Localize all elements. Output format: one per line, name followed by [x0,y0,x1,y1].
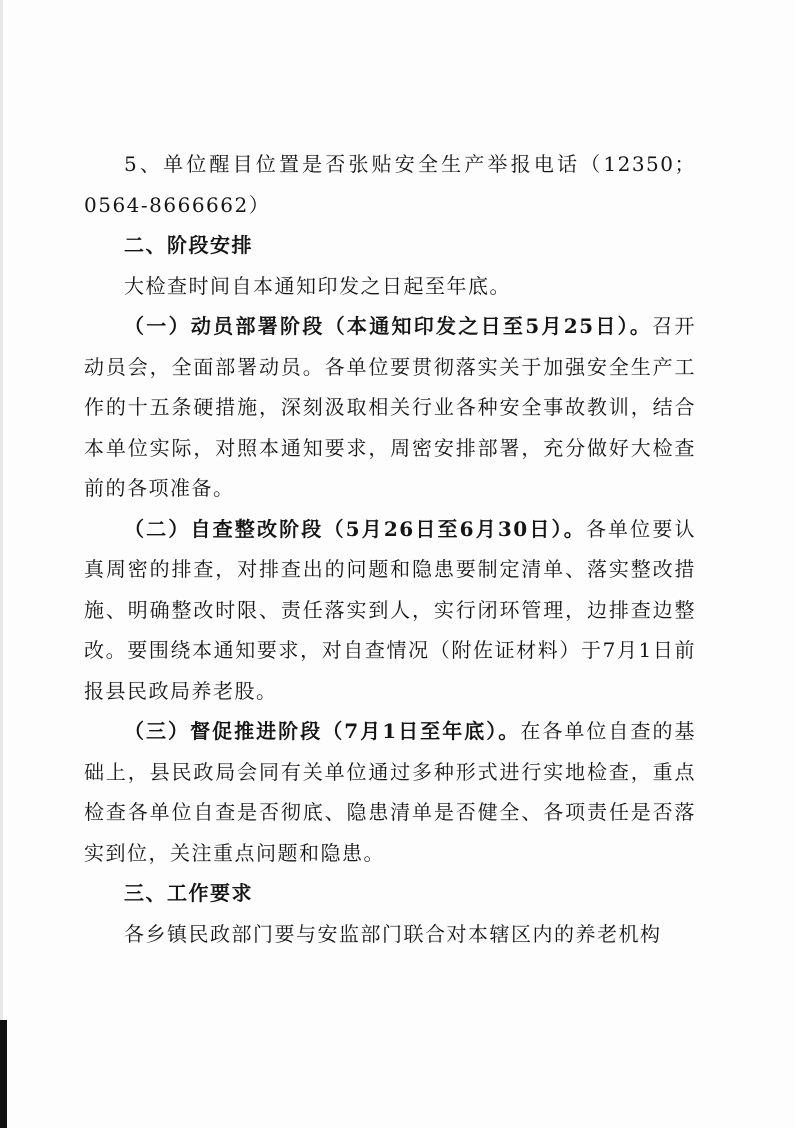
stage-2-paragraph [84,509,696,712]
checklist-item-5: 5、单位醒目位置是否张贴安全生产举报电话（12350；0564-8666662） [84,152,696,217]
section-intro-paragraph: 大检查时间自本通知印发之日起至年底。 [124,273,511,298]
work-requirements-paragraph: 各乡镇民政部门要与安监部门联合对本辖区内的养老机构 [124,921,662,946]
stage-3-text: 在各单位自查的基础上，县民政局会同有关单位通过多种形式进行实地检查，重点检查各单位自查是否彻底、隐患清单是否健全、各项责任是否落实到位，关注重点问题和隐患。 [84,719,696,865]
stage-1-label: （一）动员部署阶段（本通知印发之日至5月25日）。 [124,314,653,338]
document-body [84,144,696,954]
section-heading-stage-arrangement: 二、阶段安排 [124,233,253,257]
section-heading-work-requirements: 三、工作要求 [124,881,253,905]
stage-2-text: 各单位要认真周密的排查，对排查出的问题和隐患要制定清单、落实整改措施、明确整改时限、责任落实到人，实行闭环管理，边排查边整改。要围绕本通知要求，对自查情况（附佐证材料）于7月1日前报县民政局养老股。 [84,516,696,703]
stage-1-text: 召开动员会，全面部署动员。各单位要贯彻落实关于加强安全生产工作的十五条硬措施，深刻汲取相关行业各种安全事故教训，结合本单位实际，对照本通知要求，周密安排部署，充分做好大检查前的各项准备。 [84,314,697,500]
scan-edge-shade [0,0,3,1128]
stage-3-label: （三）督促推进阶段（7月1日至年底）。 [124,719,521,743]
stage-1-paragraph [84,306,696,509]
scan-edge-mark [0,1020,7,1128]
stage-3-paragraph [84,711,696,873]
stage-2-label: （二）自查整改阶段（5月26日至6月30日）。 [124,516,586,541]
